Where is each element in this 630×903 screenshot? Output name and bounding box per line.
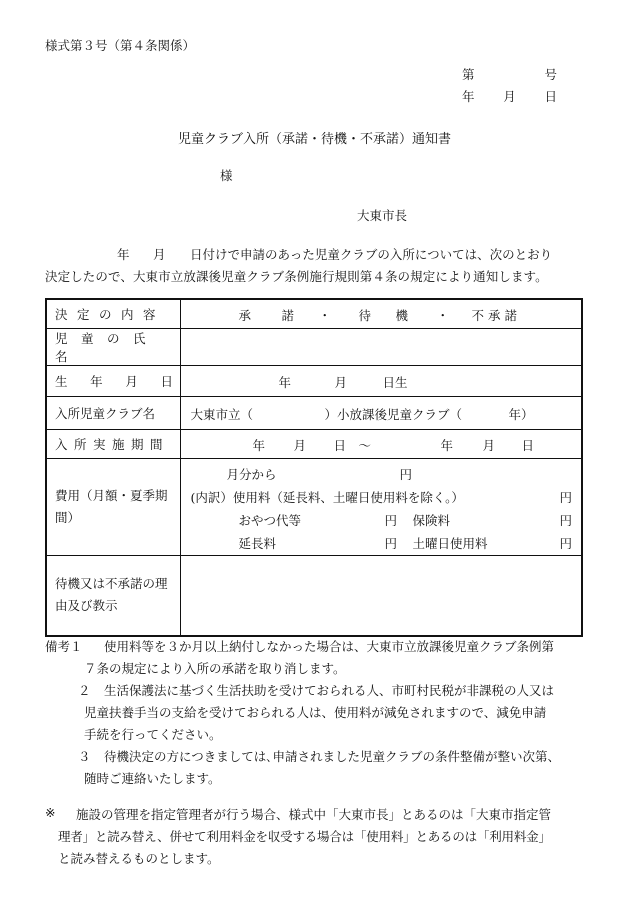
recipient-suffix: 様 [220, 168, 233, 183]
birthdate-label [55, 372, 173, 390]
birthdate-label-1: 生 [55, 374, 68, 389]
row-reason [46, 556, 582, 636]
fee-label-cell [46, 459, 180, 556]
date-month: 月 [503, 89, 516, 104]
date-day: 日 [544, 89, 557, 104]
decision-label [55, 305, 173, 323]
option-shodaku-1[interactable]: 承 [238, 308, 252, 323]
period-end-day: 日 [521, 438, 535, 453]
child-name-label-cell [46, 329, 180, 366]
notice-table [45, 298, 583, 637]
birthdate-value-cell[interactable] [180, 366, 582, 397]
option-shodaku-2[interactable]: 諾 [281, 308, 295, 323]
note-3-line-2: 随時ご連絡いたします。 [84, 771, 221, 786]
club-label: 入所児童クラブ名 [55, 406, 156, 421]
decision-options-cell [180, 299, 582, 329]
intro-line-2: 決定したので、大東市立放課後児童クラブ条例施行規則第４条の規定により通知します。 [45, 269, 548, 284]
period-label: 入所実施期間 [55, 437, 170, 452]
fee-insurance-yen: 円 [559, 513, 573, 528]
birth-year: 年 [278, 375, 292, 390]
period-start-month: 月 [293, 438, 307, 453]
document-number-line [462, 65, 557, 83]
footnote-line-2: 理者」と読み替え、併せて利用料金を収受する場合は「使用料」とあるのは「利用料金」 [58, 829, 551, 844]
club-year-suffix: 年） [508, 407, 534, 422]
club-value-cell[interactable] [180, 397, 582, 430]
fee-label-line-1: 費用（月額・夏季期 [55, 488, 168, 503]
option-taiki-1[interactable]: 待 [358, 308, 372, 323]
fee-extension: 延長料 [238, 536, 277, 551]
birthdate-label-cell [46, 366, 180, 397]
period-tilde: ～ [358, 438, 372, 453]
footnote-line-3: と読み替えるものとします。 [58, 851, 220, 866]
birth-month: 月 [334, 375, 348, 390]
birth-day: 日生 [382, 375, 408, 390]
date-year: 年 [462, 89, 475, 104]
decision-label-text: 決定の内容 [55, 307, 166, 322]
document-date-line [462, 87, 557, 105]
document-title: 児童クラブ入所（承諾・待機・不承諾）通知書 [178, 132, 452, 147]
intro-year: 年 [117, 247, 130, 262]
fee-saturday-yen: 円 [559, 536, 573, 551]
fee-total-yen: 円 [399, 467, 413, 482]
fee-usage-yen: 円 [559, 490, 573, 505]
row-club-name [46, 397, 582, 430]
reason-value[interactable] [180, 556, 582, 636]
note-2-prefix: ２ [78, 683, 91, 698]
fee-value-cell[interactable] [180, 459, 582, 556]
note-2-line-1: 生活保護法に基づく生活扶助を受けておられる人、市町村民税が非課税の人又は [104, 683, 555, 698]
option-separator-1: ・ [318, 308, 332, 323]
reason-label-line-2: 由及び教示 [55, 598, 118, 614]
intro-text: 日付けで申請のあった児童クラブの入所については、次のとおり [190, 247, 553, 262]
fee-snack: おやつ代等 [238, 513, 302, 528]
child-name-value[interactable] [180, 329, 582, 366]
period-start-day: 日 [333, 438, 347, 453]
number-suffix: 号 [544, 67, 557, 82]
club-label-cell [46, 397, 180, 430]
note-3-line-1: 待機決定の方につきましては､申請されました児童クラブの条件整備が整い次第、 [104, 749, 561, 764]
fee-insurance: 保険料 [412, 513, 451, 528]
note-1-line-2: ７条の規定により入所の承諾を取り消します。 [84, 661, 346, 676]
birthdate-label-2: 年 [90, 374, 103, 389]
period-value-cell[interactable] [180, 430, 582, 459]
note-1-prefix: 備考１ [45, 639, 83, 654]
fee-label-line-2: 間） [55, 510, 81, 525]
option-separator-2: ・ [436, 308, 450, 323]
child-name-label: 児童の氏名 [55, 331, 160, 364]
footnote-mark: ※ [45, 805, 56, 820]
row-child-name [46, 329, 582, 366]
footnote-line-1: 施設の管理を指定管理者が行う場合、様式中「大東市長」とあるのは「大東市指定管 [76, 807, 552, 822]
period-start-year: 年 [252, 438, 266, 453]
decision-label-cell [46, 299, 180, 329]
note-2-line-3: 手続を行ってください。 [84, 727, 222, 742]
period-end-year: 年 [440, 438, 454, 453]
reason-label-line-1: 待機又は不承諾の理 [55, 576, 168, 592]
option-taiki-2[interactable]: 機 [395, 308, 409, 323]
birthdate-label-3: 月 [125, 374, 138, 389]
note-3-prefix: ３ [78, 749, 91, 764]
club-school-suffix: ）小放課後児童クラブ（ [324, 407, 463, 422]
fee-extension-yen: 円 [384, 536, 398, 551]
reason-label-cell [46, 556, 180, 636]
fee-saturday: 土曜日使用料 [412, 536, 488, 551]
form-number: 様式第３号（第４条関係） [45, 38, 196, 53]
period-end-month: 月 [482, 438, 496, 453]
period-label-cell [46, 430, 180, 459]
row-decision [46, 299, 582, 329]
birthdate-label-4: 日 [160, 374, 173, 389]
issuer-name: 大東市長 [357, 208, 408, 223]
row-fees [46, 459, 582, 556]
intro-month: 月 [153, 247, 166, 262]
row-period [46, 430, 582, 459]
fee-breakdown: (内訳）使用料（延長料、土曜日使用料を除く。） [190, 490, 464, 505]
club-city-prefix: 大東市立（ [190, 407, 254, 422]
fee-from-month: 月分から [226, 467, 277, 482]
row-birthdate [46, 366, 582, 397]
fee-snack-yen: 円 [384, 513, 398, 528]
number-prefix: 第 [462, 67, 475, 82]
note-1-line-1: 使用料等を３か月以上納付しなかった場合は、大東市立放課後児童クラブ条例第 [104, 639, 555, 654]
note-2-line-2: 児童扶養手当の支給を受けておられる人は、使用料が減免されますので、減免申請 [84, 705, 547, 720]
option-fushodaku[interactable]: 不承諾 [471, 308, 522, 323]
